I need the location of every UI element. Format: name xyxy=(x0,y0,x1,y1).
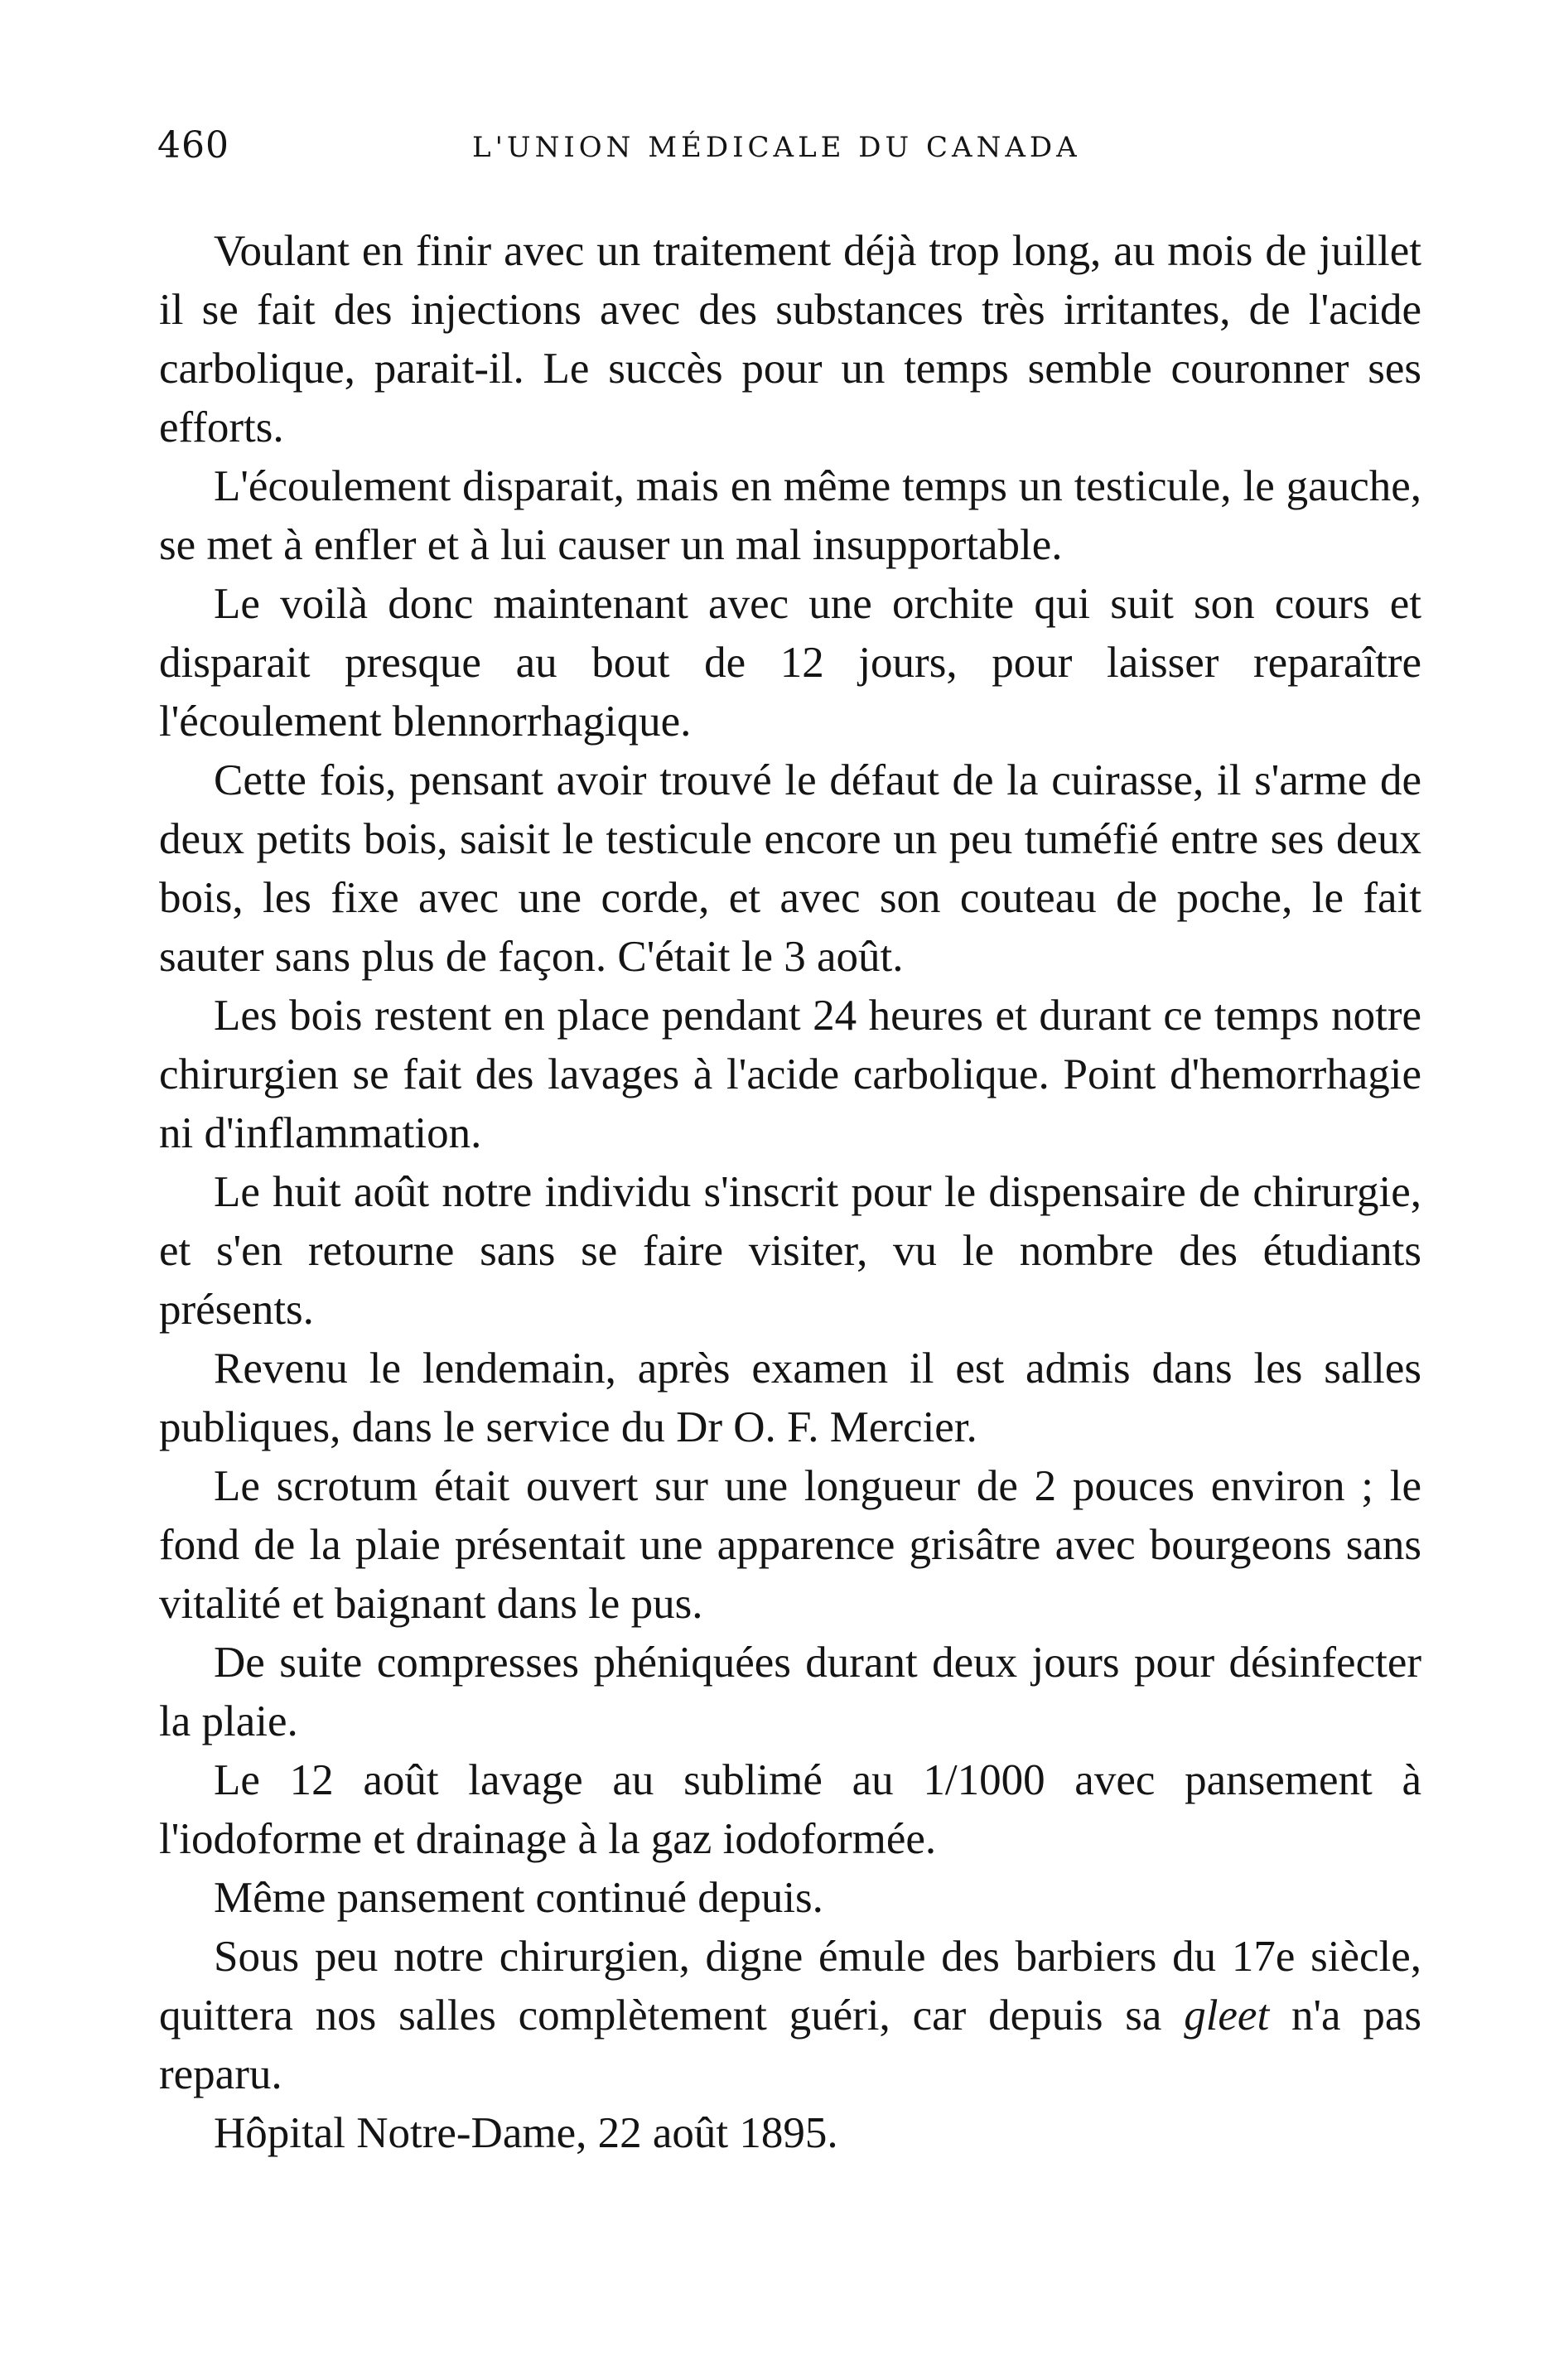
paragraph-with-italic xyxy=(159,1928,1421,2104)
paragraph: Le huit août notre individu s'inscrit pour le dispensaire de chirurgie, et s'en retourne sans se faire visiter, vu le nombre des étudiants présents. xyxy=(159,1168,1421,1334)
paragraph: Même pansement continué depuis. xyxy=(214,1874,823,1922)
page-number: 460 xyxy=(157,124,229,167)
paragraph: De suite compresses phéniquées durant deux jours pour désinfecter la plaie. xyxy=(159,1639,1421,1745)
paragraph: Le scrotum était ouvert sur une longueur de 2 pouces environ ; le fond de la plaie présentait une apparence grisâtre avec bourgeons sans vitalité et baignant dans le pus. xyxy=(159,1462,1421,1628)
paragraph: Les bois restent en place pendant 24 heures et durant ce temps notre chirurgien se fait des lavages à l'acide carbolique. Point d'hemorrhagie ni d'inflammation. xyxy=(159,992,1421,1157)
running-head xyxy=(157,124,1450,174)
signoff-line: Hôpital Notre-Dame, 22 août 1895. xyxy=(214,2109,838,2157)
paragraph: Le voilà donc maintenant avec une orchite qui suit son cours et disparait presque au bout de 12 jours, pour laisser reparaître l'écoulement blennorrhagique. xyxy=(159,580,1421,746)
paragraph-text: Sous peu notre chirurgien, digne émule des barbiers du 17e siècle, quittera nos salles complètement guéri, car depuis sa xyxy=(159,1933,1421,2040)
paragraph: L'écoulement disparait, mais en même temps un testicule, le gauche, se met à enfler et à lui causer un mal insupportable. xyxy=(159,462,1421,569)
paragraph: Le 12 août lavage au sublimé au 1/1000 avec pansement à l'iodoforme et drainage à la gaz iodoformée. xyxy=(159,1756,1421,1863)
paragraph: Voulant en finir avec un traitement déjà trop long, au mois de juillet il se fait des injections avec des substances très irritantes, de l'acide carbolique, parait-il. Le succès pour un temps semble couronner ses efforts. xyxy=(159,227,1421,451)
paragraph-text: n'a pas reparu. xyxy=(159,1991,1421,2098)
paragraph: Revenu le lendemain, après examen il est admis dans les salles publiques, dans le service du Dr O. F. Mercier. xyxy=(159,1344,1421,1451)
journal-title: L'UNION MÉDICALE DU CANADA xyxy=(472,131,1081,164)
italic-term: gleet xyxy=(1184,1991,1270,2040)
paragraph: Cette fois, pensant avoir trouvé le défaut de la cuirasse, il s'arme de deux petits bois, saisit le testicule encore un peu tuméfié entre ses deux bois, les fixe avec une corde, et avec son couteau de poche, le fait sauter sans plus de façon. C'était le 3 août. xyxy=(159,756,1421,981)
article-body xyxy=(159,222,1421,2163)
